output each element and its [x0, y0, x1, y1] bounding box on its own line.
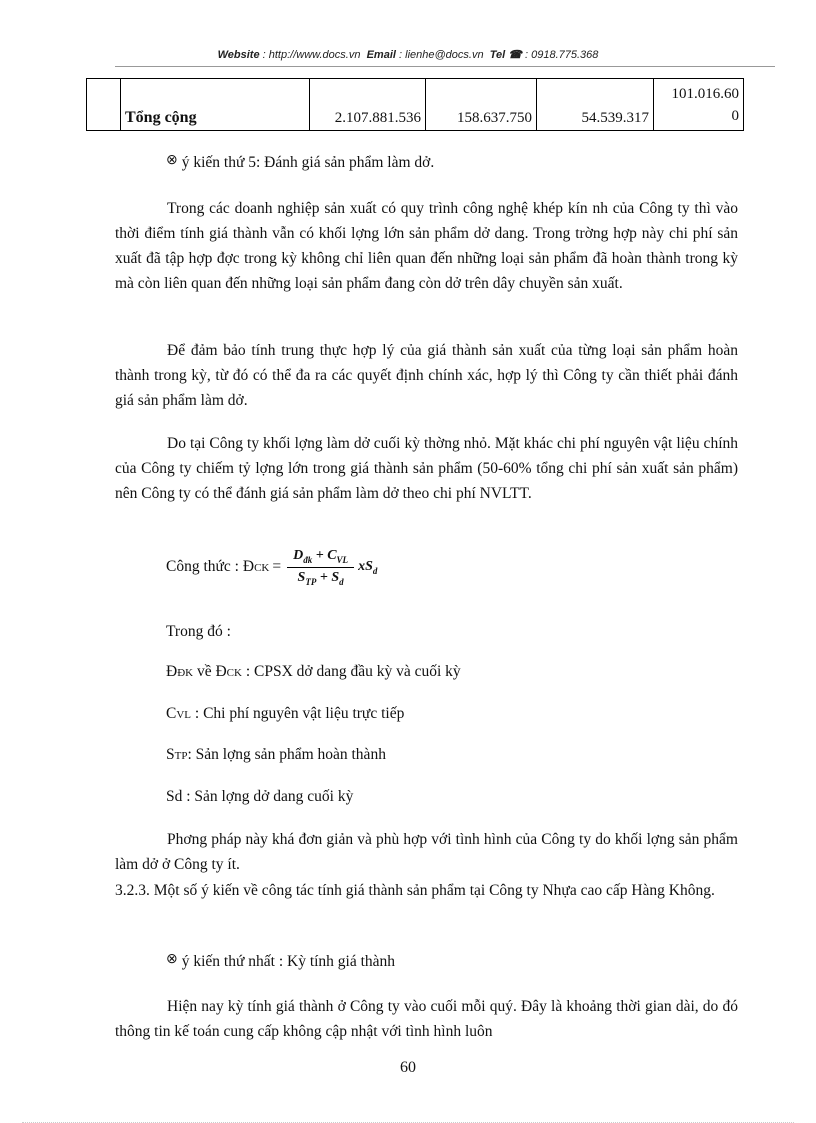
total-value-2: 158.637.750 — [426, 79, 537, 131]
page-header — [0, 48, 816, 61]
paragraph-3: Do tại Công ty khối lợng làm dở cuối kỳ thờng nhỏ. Mặt khác chi phí nguyên vật liệu chính của Công ty chiếm tỷ lợng lớn trong giá thành sản phẩm (50-60% tổng chi phí sản xuất sản phẩm) nên Công ty có thể đánh giá sản phẩm làm dở theo chi phí NVLTT. — [115, 435, 738, 502]
header-rule — [115, 66, 775, 67]
formula — [166, 548, 377, 587]
circled-times-icon: ⊗ — [166, 153, 178, 168]
section-heading: 3.2.3. Một số ý kiến về công tác tính giá thành sản phẩm tại Công ty Nhựa cao cấp Hàng Không. — [115, 882, 715, 899]
total-value-4 — [654, 79, 744, 131]
where-label: Trong đó : — [166, 623, 231, 640]
formula-numerator: $D_{đk} + C_{VL}$ — [287, 548, 354, 568]
definition-4: Sd : Sản lợng dở dang cuối kỳ — [166, 788, 354, 805]
total-table — [86, 78, 744, 131]
total-label: Tổng cộng — [121, 79, 310, 131]
website-value: : http://www.docs.vn — [262, 49, 361, 61]
table-cell-blank — [87, 79, 121, 131]
formula-equals: = — [272, 558, 282, 576]
idea-1-text: ý kiến thứ nhất : Kỳ tính giá thành — [181, 953, 396, 970]
formula-multiplier: $xS_d$ — [358, 558, 378, 576]
table-row — [87, 79, 744, 131]
formula-fraction — [287, 548, 354, 587]
definition-3: STP: Sản lợng sản phẩm hoàn thành — [166, 746, 386, 763]
paragraph-4: Phơng pháp này khá đơn giản và phù hợp với tình hình của Công ty do khối lợng sản phẩm làm dở ở Công ty ít. — [115, 831, 738, 873]
formula-denominator: $S_{TP} + S_d$ — [297, 569, 344, 587]
idea-5-heading — [166, 152, 434, 172]
website-label: Website — [217, 49, 260, 61]
tel-value: : 0918.775.368 — [525, 49, 599, 61]
circled-times-icon: ⊗ — [166, 952, 178, 967]
total-value-3: 54.539.317 — [537, 79, 654, 131]
paragraph-2: Để đảm bảo tính trung thực hợp lý của giá thành sản xuất của từng loại sản phẩm hoàn thành trong kỳ, từ đó có thể đa ra các quyết định chính xác, hợp lý thì Công ty cần thiết phải đánh giá sản phẩm làm dở. — [115, 342, 738, 409]
tel-label: Tel ☎ — [489, 49, 522, 61]
email-label: Email — [366, 49, 396, 61]
paragraph-1: Trong các doanh nghiệp sản xuất có quy trình công nghệ khép kín nh của Công ty thì vào thời điểm tính giá thành vẫn có khối lợng lớn sản phẩm dở dang. Trong trờng hợp này chi phí sản xuất đã tập hợp đợc trong kỳ không chỉ liên quan đến những loại sản phẩm đã hoàn thành trong kỳ mà còn liên quan đến những loại sản phẩm đang còn dở trên dây chuyền sản xuất. — [115, 200, 738, 292]
paragraph-5: Hiện nay kỳ tính giá thành ở Công ty vào cuối mỗi quý. Đây là khoảng thời gian dài, do đó thông tin kế toán cung cấp không cập nhật với tình hình luôn — [115, 998, 738, 1040]
total-value-4-line2: 0 — [731, 108, 739, 124]
definition-1: ĐĐK về ĐCK : CPSX dở dang đầu kỳ và cuối kỳ — [166, 663, 461, 680]
page-number: 60 — [400, 1059, 416, 1076]
total-value-4-line1: 101.016.60 — [671, 86, 739, 102]
total-value-1: 2.107.881.536 — [310, 79, 426, 131]
idea-5-text: ý kiến thứ 5: Đánh giá sản phẩm làm dở. — [181, 154, 435, 171]
email-value: : lienhe@docs.vn — [399, 49, 484, 61]
formula-label: Công thức : ĐCK — [166, 558, 270, 576]
idea-1-heading — [166, 951, 395, 971]
definition-2: CVL : Chi phí nguyên vật liệu trực tiếp — [166, 705, 405, 722]
